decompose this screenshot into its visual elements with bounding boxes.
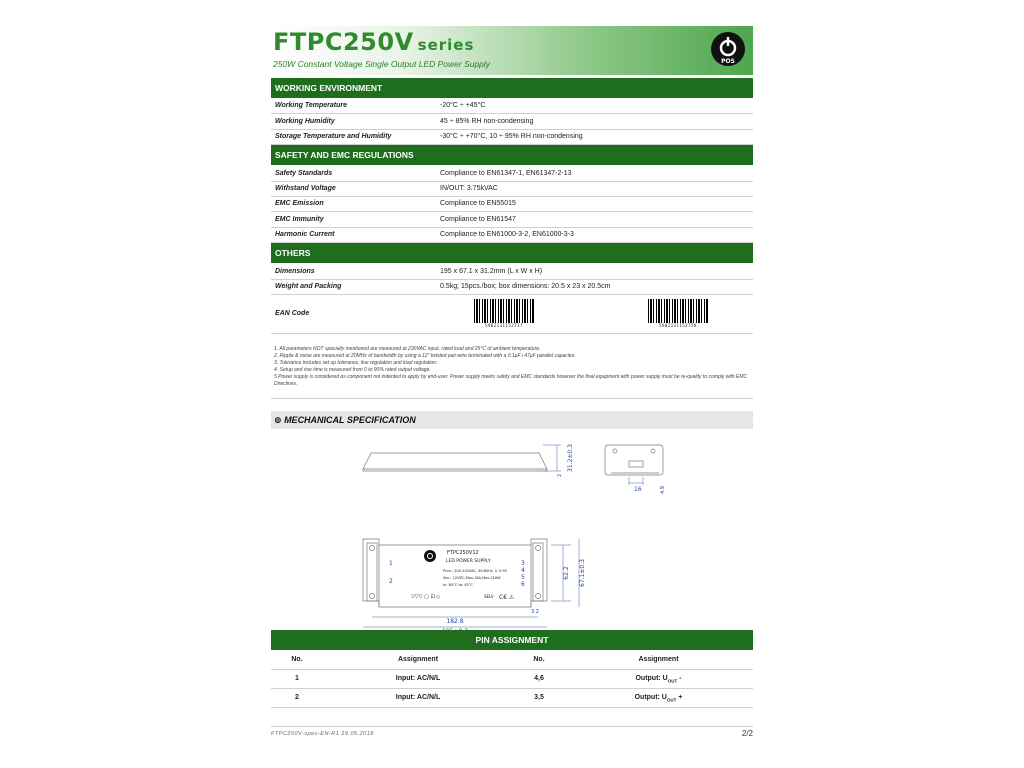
pos-logo-icon — [709, 30, 747, 72]
barcode-icon: 5902131152717 — [474, 299, 534, 329]
end-view — [605, 445, 663, 485]
ce-mark-icon: C€ ⚠ — [499, 594, 515, 601]
barcode-icon: 5902131152758 — [648, 299, 708, 329]
label-name: LED POWER SUPPLY — [446, 559, 491, 564]
dim-foot-width: 16 — [634, 486, 642, 493]
footnotes — [274, 346, 750, 388]
pin-right-4: 4 — [521, 567, 525, 574]
pin-right-5: 5 — [521, 574, 525, 581]
symbol-row: ▽▽▽ ▢ ⊡ ◇ — [411, 594, 441, 600]
divider — [271, 398, 753, 399]
table-row: Working Humidity 45 ÷ 85% RH non-condensing — [271, 114, 753, 130]
section-safety-emc: SAFETY AND EMC REGULATIONS — [271, 145, 753, 165]
table-row: 2 Input: AC/N/L 3,5 Output: $U_{OUT}$ + — [271, 689, 753, 708]
svg-text:POS: POS — [721, 58, 735, 65]
ean-row: EAN Code 5902131152717 5902131152758 — [271, 295, 753, 334]
pin-right-6: 6 — [521, 581, 525, 588]
footnote: 2. Ripple & noise are measured at 20MHz of bandwidth by using a 12" twisted pair-wire terminated with a 0.1μF i 47μF parallel capacitor. — [274, 353, 576, 359]
side-view — [363, 445, 561, 471]
footnote: 3. Tolerance includes set up tolerance, line regulation and load regulation. — [274, 360, 438, 366]
pin-right-3: 3 — [521, 560, 525, 567]
label-line2: Sec.: 12VDC,Max.18A,Max.216W — [443, 576, 501, 580]
header-banner — [271, 26, 753, 75]
pin-left-1: 1 — [389, 560, 393, 567]
table-row: Working Temperature -20°C ÷ +45°C — [271, 98, 753, 114]
section-pin-assignment: PIN ASSIGNMENT — [271, 630, 753, 650]
table-header-row: No. Assignment No. Assignment — [271, 651, 753, 670]
mechanical-drawing — [271, 431, 753, 631]
dim-foot-height: 4.9 — [660, 486, 666, 494]
table-row: Withstand Voltage IN/OUT: 3.75kVAC — [271, 181, 753, 197]
dim-height: 31.2±0.3 — [567, 444, 574, 472]
table-row: Safety Standards Compliance to EN61347-1, EN61347-2-13 — [271, 166, 753, 182]
table-row: Weight and Packing 0.5kg; 15pcs./box; box dimensions: 20.5 x 23 x 20.5cm — [271, 279, 753, 295]
dim-outer-width: 67.1±0.3 — [579, 559, 586, 587]
page-number: 2/2 — [741, 729, 753, 738]
dim-mount-length: 182.8 — [446, 618, 464, 625]
dim-hole: 3.2 — [531, 609, 539, 615]
label-selv: SELV — [484, 594, 494, 599]
pos-logo-icon — [424, 550, 436, 562]
section-mechanical: ⊚ MECHANICAL SPECIFICATION — [271, 411, 753, 429]
table-row: 1 Input: AC/N/L 4,6 Output: $U_{OUT}$ - — [271, 670, 753, 689]
footnote: 5.Power supply is considered as component not indented to apply by end-user. Power supply meets safety and EMC standards however the final equipment with power supply must be re-quality to comply with EMC Directives. — [274, 374, 748, 387]
footnote: 1. All parameters NOT specially mentioned are measured at 230VAC input, rated load and 25°C of ambient temperature. — [274, 346, 541, 352]
section-working-environment: WORKING ENVIRONMENT — [271, 78, 753, 98]
dim-side-gap: 2 — [557, 473, 563, 477]
section-others: OTHERS — [271, 243, 753, 263]
product-title: FTPC250V series — [273, 28, 475, 56]
table-row: Storage Temperature and Humidity -30°C ÷ +70°C, 10 ÷ 95% RH non-condensing — [271, 129, 753, 145]
doc-id: FTPC250V-spec-EN-R1 29.05.2018 — [271, 731, 374, 737]
pin-left-2: 2 — [389, 578, 393, 585]
label-model: FTPC250V12 — [447, 550, 479, 556]
label-line3: tc: 80°C ta: 45°C — [443, 583, 473, 587]
table-row: EMC Immunity Compliance to EN61547 — [271, 212, 753, 228]
table-row: EMC Emission Compliance to EN55015 — [271, 196, 753, 212]
spec-page — [271, 26, 753, 742]
label-line1: Prim.: 200-240VAC, 50/60Hz, λ: 0.95 — [443, 569, 508, 573]
target-icon: ⊚ — [274, 415, 282, 425]
footnote: 4. Setup and rise time is measured from 0 to 90% rated output voltage. — [274, 367, 431, 373]
table-row: Dimensions 195 x 67.1 x 31.2mm (L x W x H) — [271, 264, 753, 280]
divider — [271, 726, 753, 727]
table-row: Harmonic Current Compliance to EN61000-3-2, EN61000-3-3 — [271, 227, 753, 243]
dim-inner-width: 62.2 — [563, 566, 570, 580]
product-subtitle: 250W Constant Voltage Single Output LED Power Supply — [273, 59, 491, 69]
